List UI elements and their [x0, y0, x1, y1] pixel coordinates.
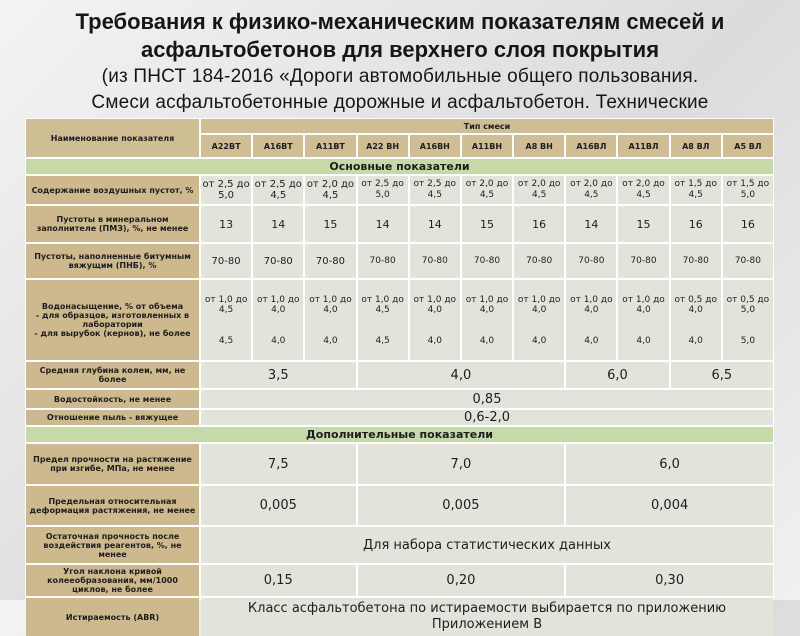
- table-cell: 0,005: [358, 486, 565, 525]
- core-value: 4,0: [636, 335, 651, 346]
- table-cell: 16: [723, 206, 773, 242]
- section-extra-indicators: Дополнительные показатели: [26, 427, 773, 442]
- lab-value: от 1,0 до 4,0: [413, 294, 457, 315]
- table-cell: 14: [358, 206, 408, 242]
- table-cell: Для набора статистических данных: [201, 527, 773, 563]
- table-cell: от 2,0 до 4,5: [618, 176, 668, 204]
- lab-value: от 1,0 до 4,0: [309, 294, 352, 315]
- core-value: 4,0: [532, 335, 547, 346]
- table-cell: 14: [566, 206, 616, 242]
- table-cell: от 1,5 до 4,5: [671, 176, 721, 204]
- table-cell: 70-80: [723, 244, 773, 278]
- row-label-deformation: Предельная относительная деформация растяжения, не менее: [26, 486, 199, 525]
- table-cell: 6,0: [566, 362, 668, 388]
- row-label-air-voids: Содержание воздушных пустот, %: [26, 176, 199, 204]
- lab-value: от 0,5 до 5,0: [726, 294, 770, 315]
- mix-type-header: А11ВЛ: [618, 135, 668, 157]
- core-value: 4,0: [688, 335, 703, 346]
- table-cell: 70-80: [410, 244, 460, 278]
- label-line: Водонасыщение, % от объема: [41, 302, 184, 311]
- table-cell: [201, 280, 251, 360]
- table-cell: 15: [462, 206, 512, 242]
- table-cell: [462, 280, 512, 360]
- row-label-rut-depth: Средняя глубина колеи, мм, не более: [26, 362, 199, 388]
- table-cell: 70-80: [358, 244, 408, 278]
- lab-value: от 1,0 до 4,5: [361, 294, 404, 315]
- table-cell: [305, 280, 355, 360]
- table-cell: 0,15: [201, 565, 356, 596]
- core-value: 4,0: [427, 335, 442, 346]
- table-cell: 14: [253, 206, 303, 242]
- table-cell: от 2,0 до 4,5: [514, 176, 564, 204]
- table-cell: 70-80: [514, 244, 564, 278]
- mix-type-header: А16ВН: [410, 135, 460, 157]
- table-cell: Класс асфальтобетона по истираемости выбирается по приложению Приложением В: [201, 598, 773, 636]
- table-cell: 7,0: [358, 444, 565, 484]
- lab-value: от 1,0 до 4,0: [570, 294, 613, 315]
- core-value: 4,0: [323, 335, 338, 346]
- mix-type-header: А16ВЛ: [566, 135, 616, 157]
- table-cell: [410, 280, 460, 360]
- mix-type-header: А22 ВН: [358, 135, 408, 157]
- table-cell: от 2,0 до 4,5: [566, 176, 616, 204]
- table-cell: 7,5: [201, 444, 356, 484]
- lab-value: от 1,0 до 4,0: [622, 294, 665, 315]
- row-label-rut-slope: Угол наклона кривой колееобразования, мм/1000 циклов, не более: [26, 565, 199, 596]
- table-cell: 6,0: [566, 444, 773, 484]
- row-label-dust-binder: Отношение пыль - вяжущее: [26, 410, 199, 425]
- label-line: - для вырубок (кернов), не более: [34, 329, 191, 338]
- table-cell: [618, 280, 668, 360]
- table-cell: 70-80: [671, 244, 721, 278]
- table-cell: 16: [514, 206, 564, 242]
- table-cell: [723, 280, 773, 360]
- table-cell: от 1,5 до 5,0: [723, 176, 773, 204]
- row-label-pnb: Пустоты, наполненные битумным вяжущим (ПНБ), %: [26, 244, 199, 278]
- lab-value: от 1,0 до 4,0: [517, 294, 561, 315]
- row-label-tensile-strength: Предел прочности на растяжение при изгибе, МПа, не менее: [26, 444, 199, 484]
- label-line: - для образцов, изготовленных в лаборатории: [35, 311, 190, 329]
- table-cell: от 2,5 до 4,5: [253, 176, 303, 204]
- table-cell: 4,0: [358, 362, 565, 388]
- table-cell: 0,30: [566, 565, 773, 596]
- lab-value: от 1,0 до 4,5: [204, 294, 248, 315]
- section-main-indicators: Основные показатели: [26, 159, 773, 174]
- header-indicator-name: Наименование показателя: [26, 119, 199, 157]
- core-value: 4,5: [218, 335, 234, 346]
- header-mix-type: Тип смеси: [201, 119, 773, 133]
- table-cell: 70-80: [305, 244, 355, 278]
- table-cell: 15: [305, 206, 355, 242]
- row-label-pmz: Пустоты в минеральном заполнителе (ПМЗ), %, не менее: [26, 206, 199, 242]
- table-cell: 0,005: [201, 486, 356, 525]
- title-line-1: Требования к физико-механическим показателям смесей и: [75, 9, 725, 34]
- table-cell: [358, 280, 408, 360]
- table-cell: [514, 280, 564, 360]
- mix-type-header: А11ВТ: [305, 135, 355, 157]
- table-cell: от 2,5 до 4,5: [410, 176, 460, 204]
- mix-type-header: А22ВТ: [201, 135, 251, 157]
- row-label-residual-strength: Остаточная прочность после воздействия реагентов, %, не менее: [26, 527, 199, 563]
- table-cell: 70-80: [566, 244, 616, 278]
- core-value: 4,0: [479, 335, 495, 346]
- table-cell: [671, 280, 721, 360]
- table-cell: 0,20: [358, 565, 565, 596]
- table-cell: 3,5: [201, 362, 356, 388]
- mix-type-header: А8 ВЛ: [671, 135, 721, 157]
- table-cell: [566, 280, 616, 360]
- table-cell: от 2,0 до 4,5: [462, 176, 512, 204]
- table-cell: [253, 280, 303, 360]
- table-cell: от 2,5 до 5,0: [201, 176, 251, 204]
- lab-value: от 1,0 до 4,0: [465, 294, 509, 315]
- core-value: 4,0: [271, 335, 286, 346]
- table-cell: 14: [410, 206, 460, 242]
- mix-type-header: А11ВН: [462, 135, 512, 157]
- row-label-water-resistance: Водостойкость, не менее: [26, 390, 199, 408]
- lab-value: от 1,0 до 4,0: [257, 294, 300, 315]
- row-label-abrasion: Истираемость (ABR): [26, 598, 199, 636]
- table-cell: 16: [671, 206, 721, 242]
- table-cell: 0,85: [201, 390, 773, 408]
- table-cell: 0,004: [566, 486, 773, 525]
- table-cell: от 2,5 до 5,0: [358, 176, 408, 204]
- table-cell: 6,5: [671, 362, 773, 388]
- title-line-3: (из ПНСТ 184-2016 «Дороги автомобильные общего пользования.: [101, 66, 699, 87]
- table-cell: 15: [618, 206, 668, 242]
- requirements-table: [25, 118, 774, 632]
- core-value: 4,5: [375, 335, 390, 346]
- core-value: 5,0: [740, 335, 756, 346]
- row-label-water-saturation: [26, 280, 199, 360]
- mix-type-header: А16ВТ: [253, 135, 303, 157]
- mix-type-header: А8 ВН: [514, 135, 564, 157]
- slide-title: [0, 8, 800, 116]
- lab-value: от 0,5 до 4,0: [674, 294, 717, 315]
- mix-type-header: А5 ВЛ: [723, 135, 773, 157]
- title-line-2: асфальтобетонов для верхнего слоя покрытия: [140, 37, 660, 62]
- table-cell: 70-80: [618, 244, 668, 278]
- table-cell: 70-80: [201, 244, 251, 278]
- table-cell: 13: [201, 206, 251, 242]
- table-cell: от 2,0 до 4,5: [305, 176, 355, 204]
- table-cell: 70-80: [462, 244, 512, 278]
- core-value: 4,0: [584, 335, 599, 346]
- title-line-4: Смеси асфальтобетонные дорожные и асфальтобетон. Технические: [91, 92, 709, 113]
- table-cell: 70-80: [253, 244, 303, 278]
- table-cell: 0,6-2,0: [201, 410, 773, 425]
